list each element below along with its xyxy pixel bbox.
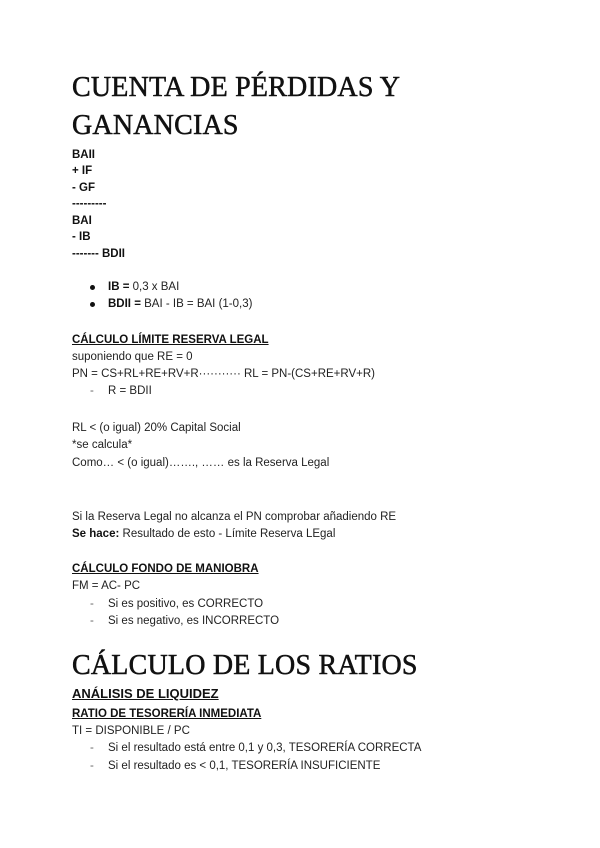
dash-icon: - — [90, 760, 94, 772]
reserva-line-3: RL < (o igual) 20% Capital Social — [72, 422, 241, 434]
fondo-item-negative: Si es negativo, es INCORRECTO — [108, 615, 280, 627]
fondo-item-positive: Si es positivo, es CORRECTO — [108, 598, 264, 610]
ratios-item-insufficient: Si el resultado es < 0,1, TESORERÍA INSUFICIENTE — [108, 760, 381, 772]
fondo-heading: CÁLCULO FONDO DE MANIOBRA — [72, 563, 259, 575]
dash-icon: - — [90, 615, 94, 627]
scheme-separator: --------- — [72, 198, 107, 210]
page-title-line-1: CUENTA DE PÉRDIDAS Y — [72, 72, 401, 103]
reserva-line-5: Como… < (o igual)……., …… es la Reserva Legal — [72, 457, 330, 469]
bullet-ib-label: IB = — [108, 281, 130, 293]
scheme-line-ib: - IB — [72, 231, 91, 243]
ratios-heading: RATIO DE TESORERÍA INMEDIATA — [72, 708, 262, 720]
page-title-line-2: GANANCIAS — [72, 110, 239, 141]
ratios-item-correct: Si el resultado está entre 0,1 y 0,3, TESORERÍA CORRECTA — [108, 742, 422, 754]
reserva-sub-item: R = BDII — [108, 385, 152, 397]
dash-icon: - — [90, 742, 94, 754]
scheme-line-bdii: ------- BDII — [72, 248, 126, 260]
bullet-ib — [108, 280, 179, 294]
reserva-line-4: *se calcula* — [72, 439, 133, 451]
ratios-subtitle: ANÁLISIS DE LIQUIDEZ — [72, 686, 219, 701]
reserva-heading: CÁLCULO LÍMITE RESERVA LEGAL — [72, 334, 269, 346]
bullet-bdii-text: BAI - IB = BAI (1-0,3) — [140, 298, 253, 310]
dash-icon: - — [90, 598, 94, 610]
bullet-bdii-label: BDII = — [108, 298, 141, 310]
se-hace-label: Se hace: — [72, 528, 120, 540]
ratios-formula: TI = DISPONIBLE / PC — [72, 725, 190, 737]
reserva-line-2: PN = CS+RL+RE+RV+R··········· RL = PN-(CS+RE+RV+R) — [72, 368, 376, 380]
se-hace-text: Resultado de esto - Límite Reserva LEgal — [119, 528, 336, 540]
reserva-line-7 — [72, 527, 335, 541]
scheme-line-gf: - GF — [72, 182, 95, 194]
bullet-icon — [90, 302, 95, 307]
scheme-line-if: + IF — [72, 165, 93, 177]
fondo-formula: FM = AC- PC — [72, 580, 141, 592]
bullet-bdii — [108, 297, 252, 311]
ratios-title: CÁLCULO DE LOS RATIOS — [72, 650, 418, 681]
bullet-icon — [90, 285, 95, 290]
reserva-line-1: suponiendo que RE = 0 — [72, 351, 193, 363]
reserva-line-6: Si la Reserva Legal no alcanza el PN comprobar añadiendo RE — [72, 511, 397, 523]
bullet-ib-text: 0,3 x BAI — [129, 281, 180, 293]
dash-icon: - — [90, 385, 94, 397]
scheme-line-bai: BAI — [72, 215, 92, 227]
scheme-line-baii: BAII — [72, 149, 95, 161]
